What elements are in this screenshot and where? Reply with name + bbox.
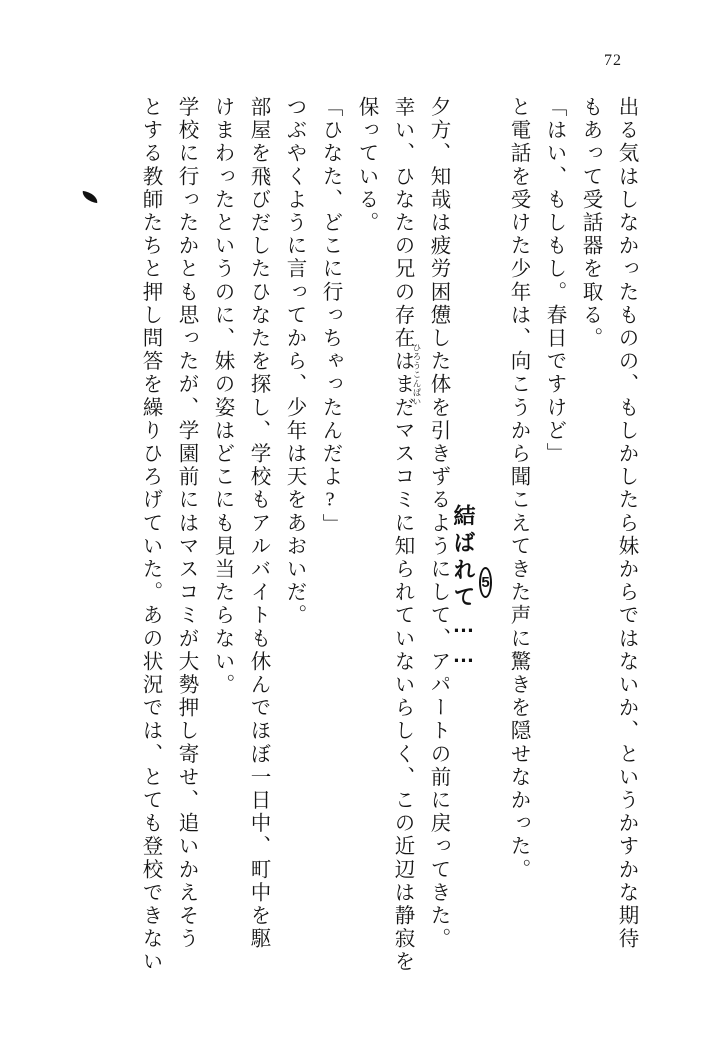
text-column: もあって受話器を取る。 — [579, 96, 601, 351]
page-number: 72 — [604, 52, 622, 69]
section-heading — [448, 96, 492, 976]
vertical-text-block — [88, 96, 636, 976]
text-column: 学校に行ったかとも思ったが、学園前にはマスコミが大勢押し寄せ、追いかえそう — [175, 96, 197, 951]
text-column: 部屋を飛びだしたひなたを探し、学校もアルバイトも休んでほぼ一日中、町中を駆 — [247, 96, 269, 951]
text-column — [376, 96, 422, 976]
text-column: けまわったというのに、妹の姿はどこにも見当たらない。 — [211, 96, 233, 697]
ruby-annotation: ひろうこんぱい — [412, 343, 422, 406]
section-number-badge: 5 — [479, 567, 492, 598]
text-column: 出る気はしなかったものの、もしかしたら妹からではないか、というかすかな期待 — [615, 96, 637, 951]
text-column: 保っている。 — [355, 96, 377, 235]
text-column: 「ひなた、どこに行っちゃったんだよ?」 — [319, 96, 341, 537]
text-column: 「はい、もしもし。春日ですけど」 — [543, 96, 565, 466]
leaf-ornament-icon — [81, 191, 98, 203]
text-column-body: 幸い、ひなたの兄の存在はまだマスコミに知られていないらしく、この近辺は静寂を — [391, 96, 413, 974]
text-column: と電話を受けた少年は、向こうから聞こえてきた声に驚きを隠せなかった。 — [507, 96, 529, 882]
text-column: 夕方、知哉は疲労困憊した体を引きずるようにして、アパートの前に戻ってきた。 — [427, 96, 449, 951]
text-column: とする教師たちと押し問答を繰りひろげていた。あの状況では、とても登校できない — [139, 96, 161, 974]
section-title: 結ばれて…… — [451, 504, 476, 672]
text-column: つぶやくように言ってから、少年は天をあおいだ。 — [283, 96, 305, 628]
